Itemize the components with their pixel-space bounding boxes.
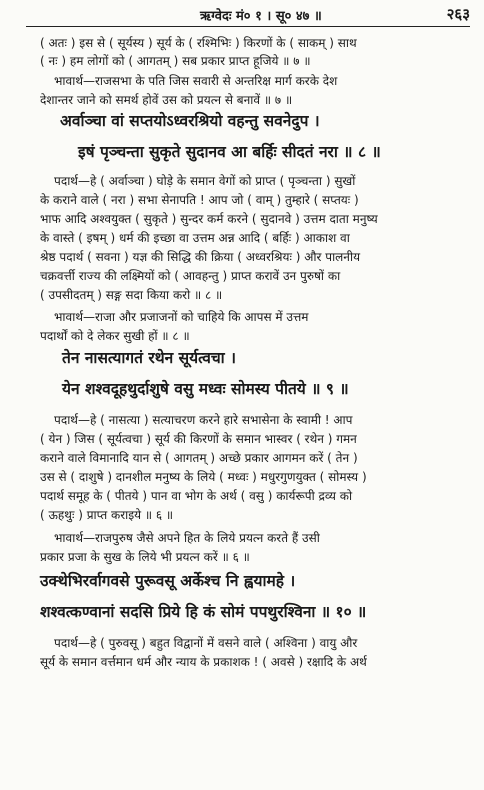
text-line: ( ऊहथुः ) प्राप्त कराइये ॥ ६ ॥ xyxy=(40,508,174,522)
header-rule xyxy=(26,26,470,27)
bhavarth-line: भावार्थ—राजपुरुष जैसे अपने हित के लिये प्रयत्न करते हैं उसी xyxy=(54,531,320,545)
text-line: कराने वाले विमानादि यान से ( आगतम् ) अच्छे प्रकार आगमन करें ( तेन ) xyxy=(40,451,358,465)
text-line: चक्रवर्त्ती राज्य की लक्ष्मियों को ( आवहन्तु ) प्राप्त करावें उन पुरुषों का xyxy=(40,269,341,283)
text-line: ( अतः ) इस से ( सूर्यस्य ) सूर्य के ( रश्मिभिः ) किरणों के ( साकम् ) साथ xyxy=(40,36,357,50)
mantra-line: उक्थेभिरर्वागवसे पुरूवसू अर्केश्च नि ह्वयामहे । xyxy=(40,572,296,590)
running-title: ऋग्वेदः मं० १ । सू० ४७ ॥ xyxy=(200,9,322,24)
text-line: के कराने वाले ( नरा ) सभा सेनापति ! आप जो ( वाम् ) तुम्हारे ( सप्तयः ) xyxy=(40,193,359,207)
page-header xyxy=(0,4,484,26)
mantra-line: तेन नासत्यागतं रथेन सूर्यत्वचा । xyxy=(62,349,236,367)
text-line: सूर्य के समान वर्त्तमान धर्म और न्याय के प्रकाशक ! ( अवसे ) रक्षादि के अर्थ xyxy=(40,655,367,669)
text-line: के वास्ते ( इषम् ) धर्म की इच्छा वा उत्तम अन्न आदि ( बर्हिः ) आकाश वा xyxy=(40,231,350,245)
mantra-line: अर्वाञ्चा वां सप्तयोऽध्वरश्रियो वहन्तु सवनेदुप । xyxy=(60,112,320,130)
mantra-line: इषं पृञ्चन्ता सुकृते सुदानव आ बर्हिः सीदतं नरा ॥ ८ ॥ xyxy=(78,143,381,161)
mantra-line: शश्वत्कण्वानां सदसि प्रिये हि कं सोमं पपथुरश्विना ॥ १० ॥ xyxy=(40,603,367,621)
padarth-line: पदार्थ—हे ( अर्वाञ्चा ) घोड़े के समान वेगों को प्राप्त ( पृञ्चन्ता ) सुखों xyxy=(54,174,356,188)
page-number: २६३ xyxy=(446,5,470,23)
mantra-line: येन शश्वदूहथुर्दाशुषे वसु मध्वः सोमस्य पीतये ॥ ९ ॥ xyxy=(62,380,349,398)
text-line: ( नः ) हम लोगों को ( आगतम् ) सब प्रकार प्राप्त हूजिये ॥ ७ ॥ xyxy=(40,54,311,68)
padarth-line: पदार्थ—हे ( नासत्या ) सत्याचरण करने हारे सभासेना के स्वामी ! आप xyxy=(54,413,353,427)
text-line: पदार्थ समूह के ( पीतये ) पान वा भोग के अर्थ ( वसु ) कार्यरूपी द्रव्य को xyxy=(40,489,353,503)
text-line: प्रकार प्रजा के सुख के लिये भी प्रयत्न करें ॥ ६ ॥ xyxy=(40,550,250,564)
text-line: ( उपसीदतम् ) सङ्ग सदा किया करो ॥ ८ ॥ xyxy=(40,288,223,302)
padarth-line: पदार्थ—हे ( पुरुवसू ) बहुत विद्वानों में वसने वाले ( अश्विना ) वायु और xyxy=(54,636,358,650)
text-line: श्रेष्ठ पदार्थ ( सवना ) यज्ञ की सिद्धि की क्रिया ( अध्वरश्रियः ) और पालनीय xyxy=(40,250,361,264)
bhavarth-line: भावार्थ—राजसभा के पति जिस सवारी से अन्तरिक्ष मार्ग करके देश xyxy=(54,74,338,88)
text-line: भाफ आदि अश्वयुक्त ( सुकृते ) सुन्दर कर्म करने ( सुदानवे ) उत्तम दाता मनुष्य xyxy=(40,212,378,226)
bhavarth-line: भावार्थ—राजा और प्रजाजनों को चाहिये कि आपस में उत्तम xyxy=(54,310,309,324)
text-line: ( येन ) जिस ( सूर्यत्वचा ) सूर्य की किरणों के समान भास्वर ( रथेन ) गमन xyxy=(40,432,357,446)
text-line: पदार्थों को दे लेकर सुखी हों ॥ ८ ॥ xyxy=(40,329,190,343)
text-line: उस से ( दाशुषे ) दानशील मनुष्य के लिये ( मध्वः ) मधुरगुणयुक्त ( सोमस्य ) xyxy=(40,470,367,484)
text-line: देशान्तर जाने को समर्थ होवें उस को प्रयत्न से बनावें ॥ ७ ॥ xyxy=(40,93,293,107)
